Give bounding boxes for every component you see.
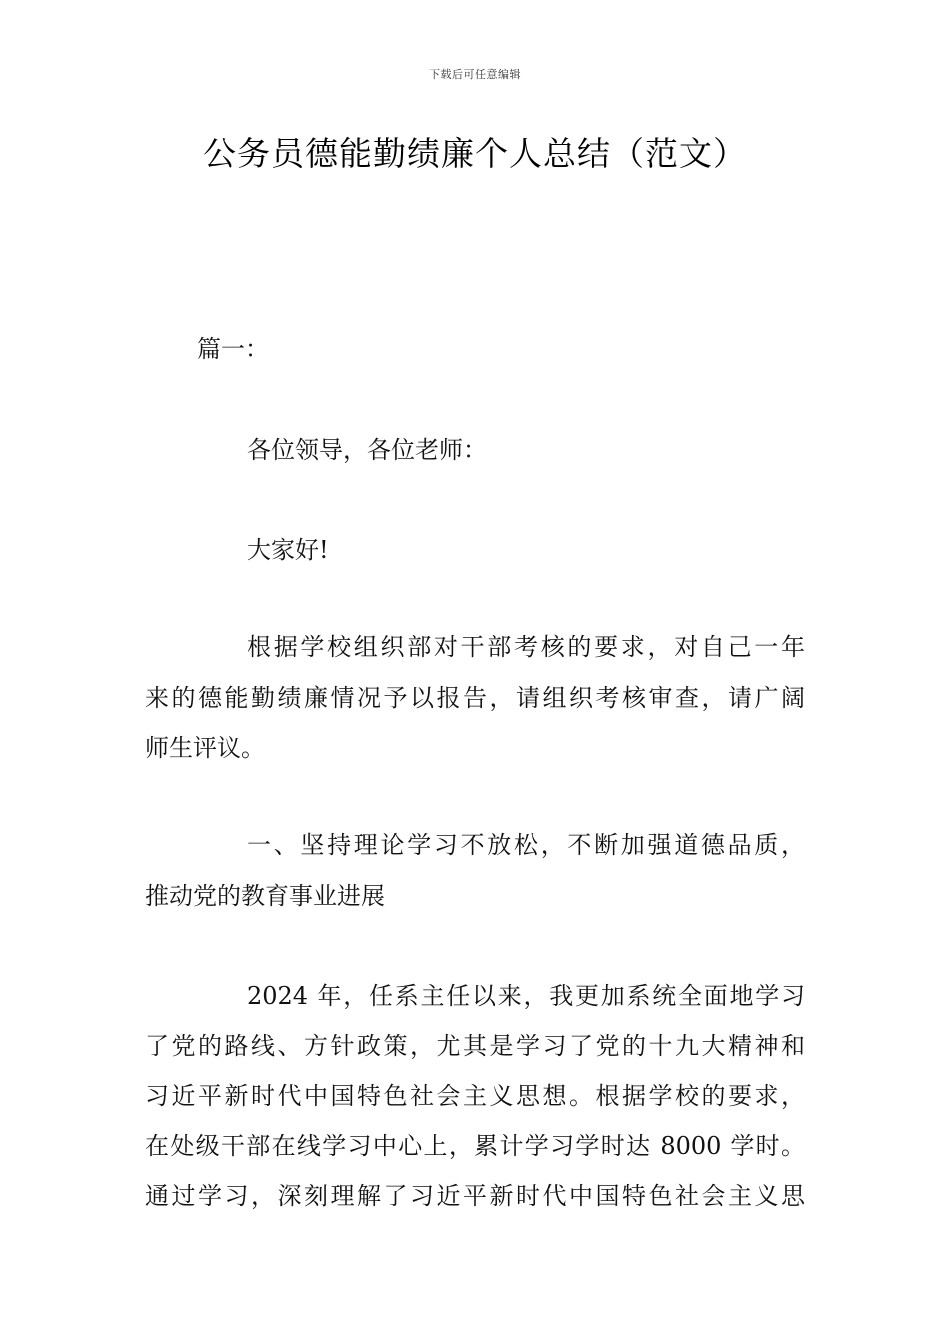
section-heading-line: 一、坚持理论学习不放松，不断加强道德品质，: [247, 831, 805, 859]
paragraph-line: 在处级干部在线学习中心上，累计学习学时达 8000 学时。: [145, 1132, 805, 1160]
section-heading-line: 推动党的教育事业进展: [145, 882, 385, 910]
paragraph-line: 通过学习，深刻理解了习近平新时代中国特色社会主义思: [145, 1182, 805, 1210]
header-note: 下载后可任意编辑: [429, 68, 521, 81]
paragraph-line: 2024 年，任系主任以来，我更加系统全面地学习: [247, 982, 805, 1010]
paragraph-line: 来的德能勤绩廉情况予以报告，请组织考核审查，请广阔: [145, 684, 805, 712]
paragraph-line: 习近平新时代中国特色社会主义思想。根据学校的要求，: [145, 1082, 805, 1110]
greeting: 各位领导，各位老师：: [247, 436, 487, 464]
paragraph-line: 根据学校组织部对干部考核的要求，对自己一年: [247, 633, 805, 661]
section-label: 篇一：: [197, 335, 269, 363]
hello-line: 大家好!: [247, 536, 329, 564]
document-title: 公务员德能勤绩廉个人总结（范文）: [203, 134, 747, 173]
paragraph-line: 了党的路线、方针政策，尤其是学习了党的十九大精神和: [145, 1032, 805, 1060]
paragraph-line: 师生评议。: [145, 734, 265, 762]
